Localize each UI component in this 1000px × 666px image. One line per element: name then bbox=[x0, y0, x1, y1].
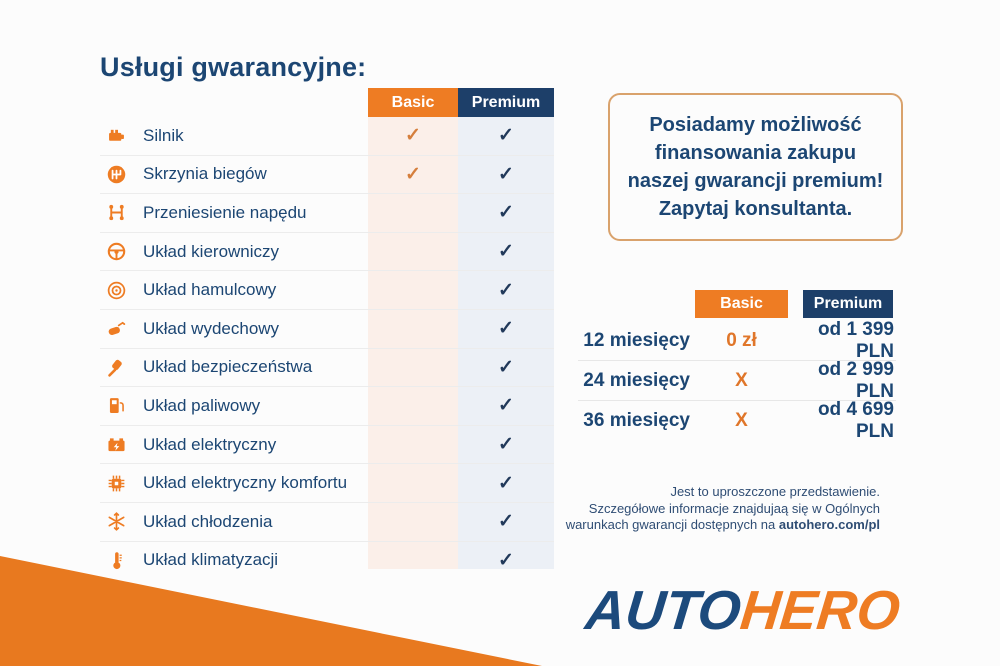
basic-check-icon bbox=[368, 464, 458, 502]
pricing-row bbox=[578, 318, 896, 362]
basic-check-icon bbox=[368, 349, 458, 387]
premium-check-icon: ✓ bbox=[498, 163, 514, 185]
premium-check-icon: ✓ bbox=[498, 434, 514, 456]
basic-check-icon bbox=[368, 542, 458, 580]
basic-check-icon bbox=[368, 426, 458, 464]
table-row bbox=[100, 117, 554, 156]
premium-check-icon: ✓ bbox=[498, 395, 514, 417]
disclaimer-line: Szczegółowe informacje znajdujaą się w Ogólnych bbox=[588, 500, 880, 516]
pricing-basic-header: Basic bbox=[695, 290, 788, 318]
website-link[interactable]: autohero.com/pl bbox=[778, 517, 880, 532]
page-title: Usługi gwarancyjne: bbox=[100, 52, 367, 82]
disclaimer-line: Jest to uproszczone przedstawienie. bbox=[670, 484, 880, 499]
logo-hero-text: HERO bbox=[737, 579, 903, 641]
row-label: Układ kierowniczy bbox=[143, 241, 280, 261]
autohero-logo bbox=[583, 578, 903, 642]
promo-line: naszej gwarancji premium! bbox=[627, 170, 884, 192]
premium-check-icon: ✓ bbox=[498, 202, 514, 224]
basic-check-icon bbox=[368, 271, 458, 309]
pricing-period: 12 miesięcy bbox=[583, 329, 690, 351]
row-label: Silnik bbox=[143, 125, 184, 145]
warranty-rows bbox=[100, 117, 554, 579]
table-row bbox=[100, 310, 554, 349]
table-row bbox=[100, 194, 554, 233]
pricing-premium-value: od 1 399 PLN bbox=[817, 318, 894, 362]
disclaimer-text bbox=[520, 484, 880, 534]
snowflake-icon bbox=[103, 511, 130, 532]
pricing-table bbox=[578, 290, 896, 440]
pricing-rows bbox=[578, 318, 896, 442]
row-label: Układ klimatyzacji bbox=[143, 550, 279, 570]
table-row bbox=[100, 387, 554, 426]
premium-check-icon: ✓ bbox=[498, 279, 514, 301]
row-label: Układ chłodzenia bbox=[143, 511, 273, 531]
basic-check-icon bbox=[368, 503, 458, 541]
row-label: Układ elektryczny komfortu bbox=[143, 473, 348, 493]
steering-wheel-icon bbox=[103, 241, 130, 262]
warranty-table-header bbox=[100, 88, 554, 117]
basic-column-header: Basic bbox=[368, 88, 458, 117]
table-row bbox=[100, 464, 554, 503]
row-label: Przeniesienie napędu bbox=[143, 202, 307, 222]
table-row bbox=[100, 271, 554, 310]
pricing-period: 24 miesięcy bbox=[583, 369, 690, 391]
basic-check-icon bbox=[368, 310, 458, 348]
row-label: Układ paliwowy bbox=[143, 395, 261, 415]
basic-check-icon bbox=[368, 387, 458, 425]
pricing-basic-value: X bbox=[735, 409, 748, 431]
seatbelt-icon bbox=[103, 357, 130, 378]
disclaimer-line bbox=[520, 517, 880, 534]
pricing-row bbox=[578, 360, 896, 400]
premium-check-icon: ✓ bbox=[498, 472, 514, 494]
battery-icon bbox=[103, 434, 130, 455]
row-label: Układ elektryczny bbox=[143, 434, 277, 454]
table-row bbox=[100, 156, 554, 195]
pricing-basic-value: X bbox=[735, 369, 748, 391]
disclaimer-line-prefix: warunkach gwarancji dostępnych na bbox=[565, 517, 779, 532]
promo-line: Zapytaj konsultanta. bbox=[658, 198, 853, 220]
premium-column-header: Premium bbox=[458, 88, 554, 117]
basic-check-icon bbox=[368, 194, 458, 232]
row-label: Układ bezpieczeństwa bbox=[143, 357, 313, 377]
gearbox-icon bbox=[103, 164, 130, 185]
table-row bbox=[100, 426, 554, 465]
chip-icon bbox=[103, 473, 130, 494]
pricing-basic-value: 0 zł bbox=[726, 329, 757, 351]
premium-check-icon: ✓ bbox=[498, 318, 514, 340]
fuel-pump-icon bbox=[103, 395, 130, 416]
promo-line: Posiadamy możliwość bbox=[649, 114, 862, 136]
table-row bbox=[100, 349, 554, 388]
premium-check-icon: ✓ bbox=[498, 125, 514, 147]
pricing-premium-value: od 4 699 PLN bbox=[817, 398, 894, 442]
pricing-premium-value: od 2 999 PLN bbox=[817, 358, 894, 402]
row-label: Skrzynia biegów bbox=[143, 164, 267, 184]
premium-check-icon: ✓ bbox=[498, 549, 514, 571]
premium-check-icon: ✓ bbox=[498, 511, 514, 533]
premium-check-icon: ✓ bbox=[498, 356, 514, 378]
basic-check-icon: ✓ bbox=[405, 125, 421, 147]
pricing-premium-header: Premium bbox=[803, 290, 893, 318]
row-label: Układ hamulcowy bbox=[143, 280, 277, 300]
pricing-period: 36 miesięcy bbox=[583, 409, 690, 431]
premium-check-icon: ✓ bbox=[498, 241, 514, 263]
table-row bbox=[100, 233, 554, 272]
pricing-row bbox=[578, 400, 896, 440]
row-label: Układ wydechowy bbox=[143, 318, 280, 338]
table-row bbox=[100, 542, 554, 580]
brake-disc-icon bbox=[103, 280, 130, 301]
financing-promo-box bbox=[608, 93, 903, 241]
basic-check-icon bbox=[368, 233, 458, 271]
pricing-table-header bbox=[578, 290, 896, 318]
engine-icon bbox=[103, 125, 130, 146]
drivetrain-icon bbox=[103, 202, 130, 223]
promo-line: finansowania zakupu bbox=[654, 142, 857, 164]
logo-auto-text: AUTO bbox=[582, 579, 745, 641]
thermometer-icon bbox=[103, 550, 130, 571]
basic-check-icon: ✓ bbox=[405, 163, 421, 185]
table-row bbox=[100, 503, 554, 542]
exhaust-icon bbox=[103, 318, 130, 339]
warranty-comparison-table bbox=[100, 88, 554, 569]
